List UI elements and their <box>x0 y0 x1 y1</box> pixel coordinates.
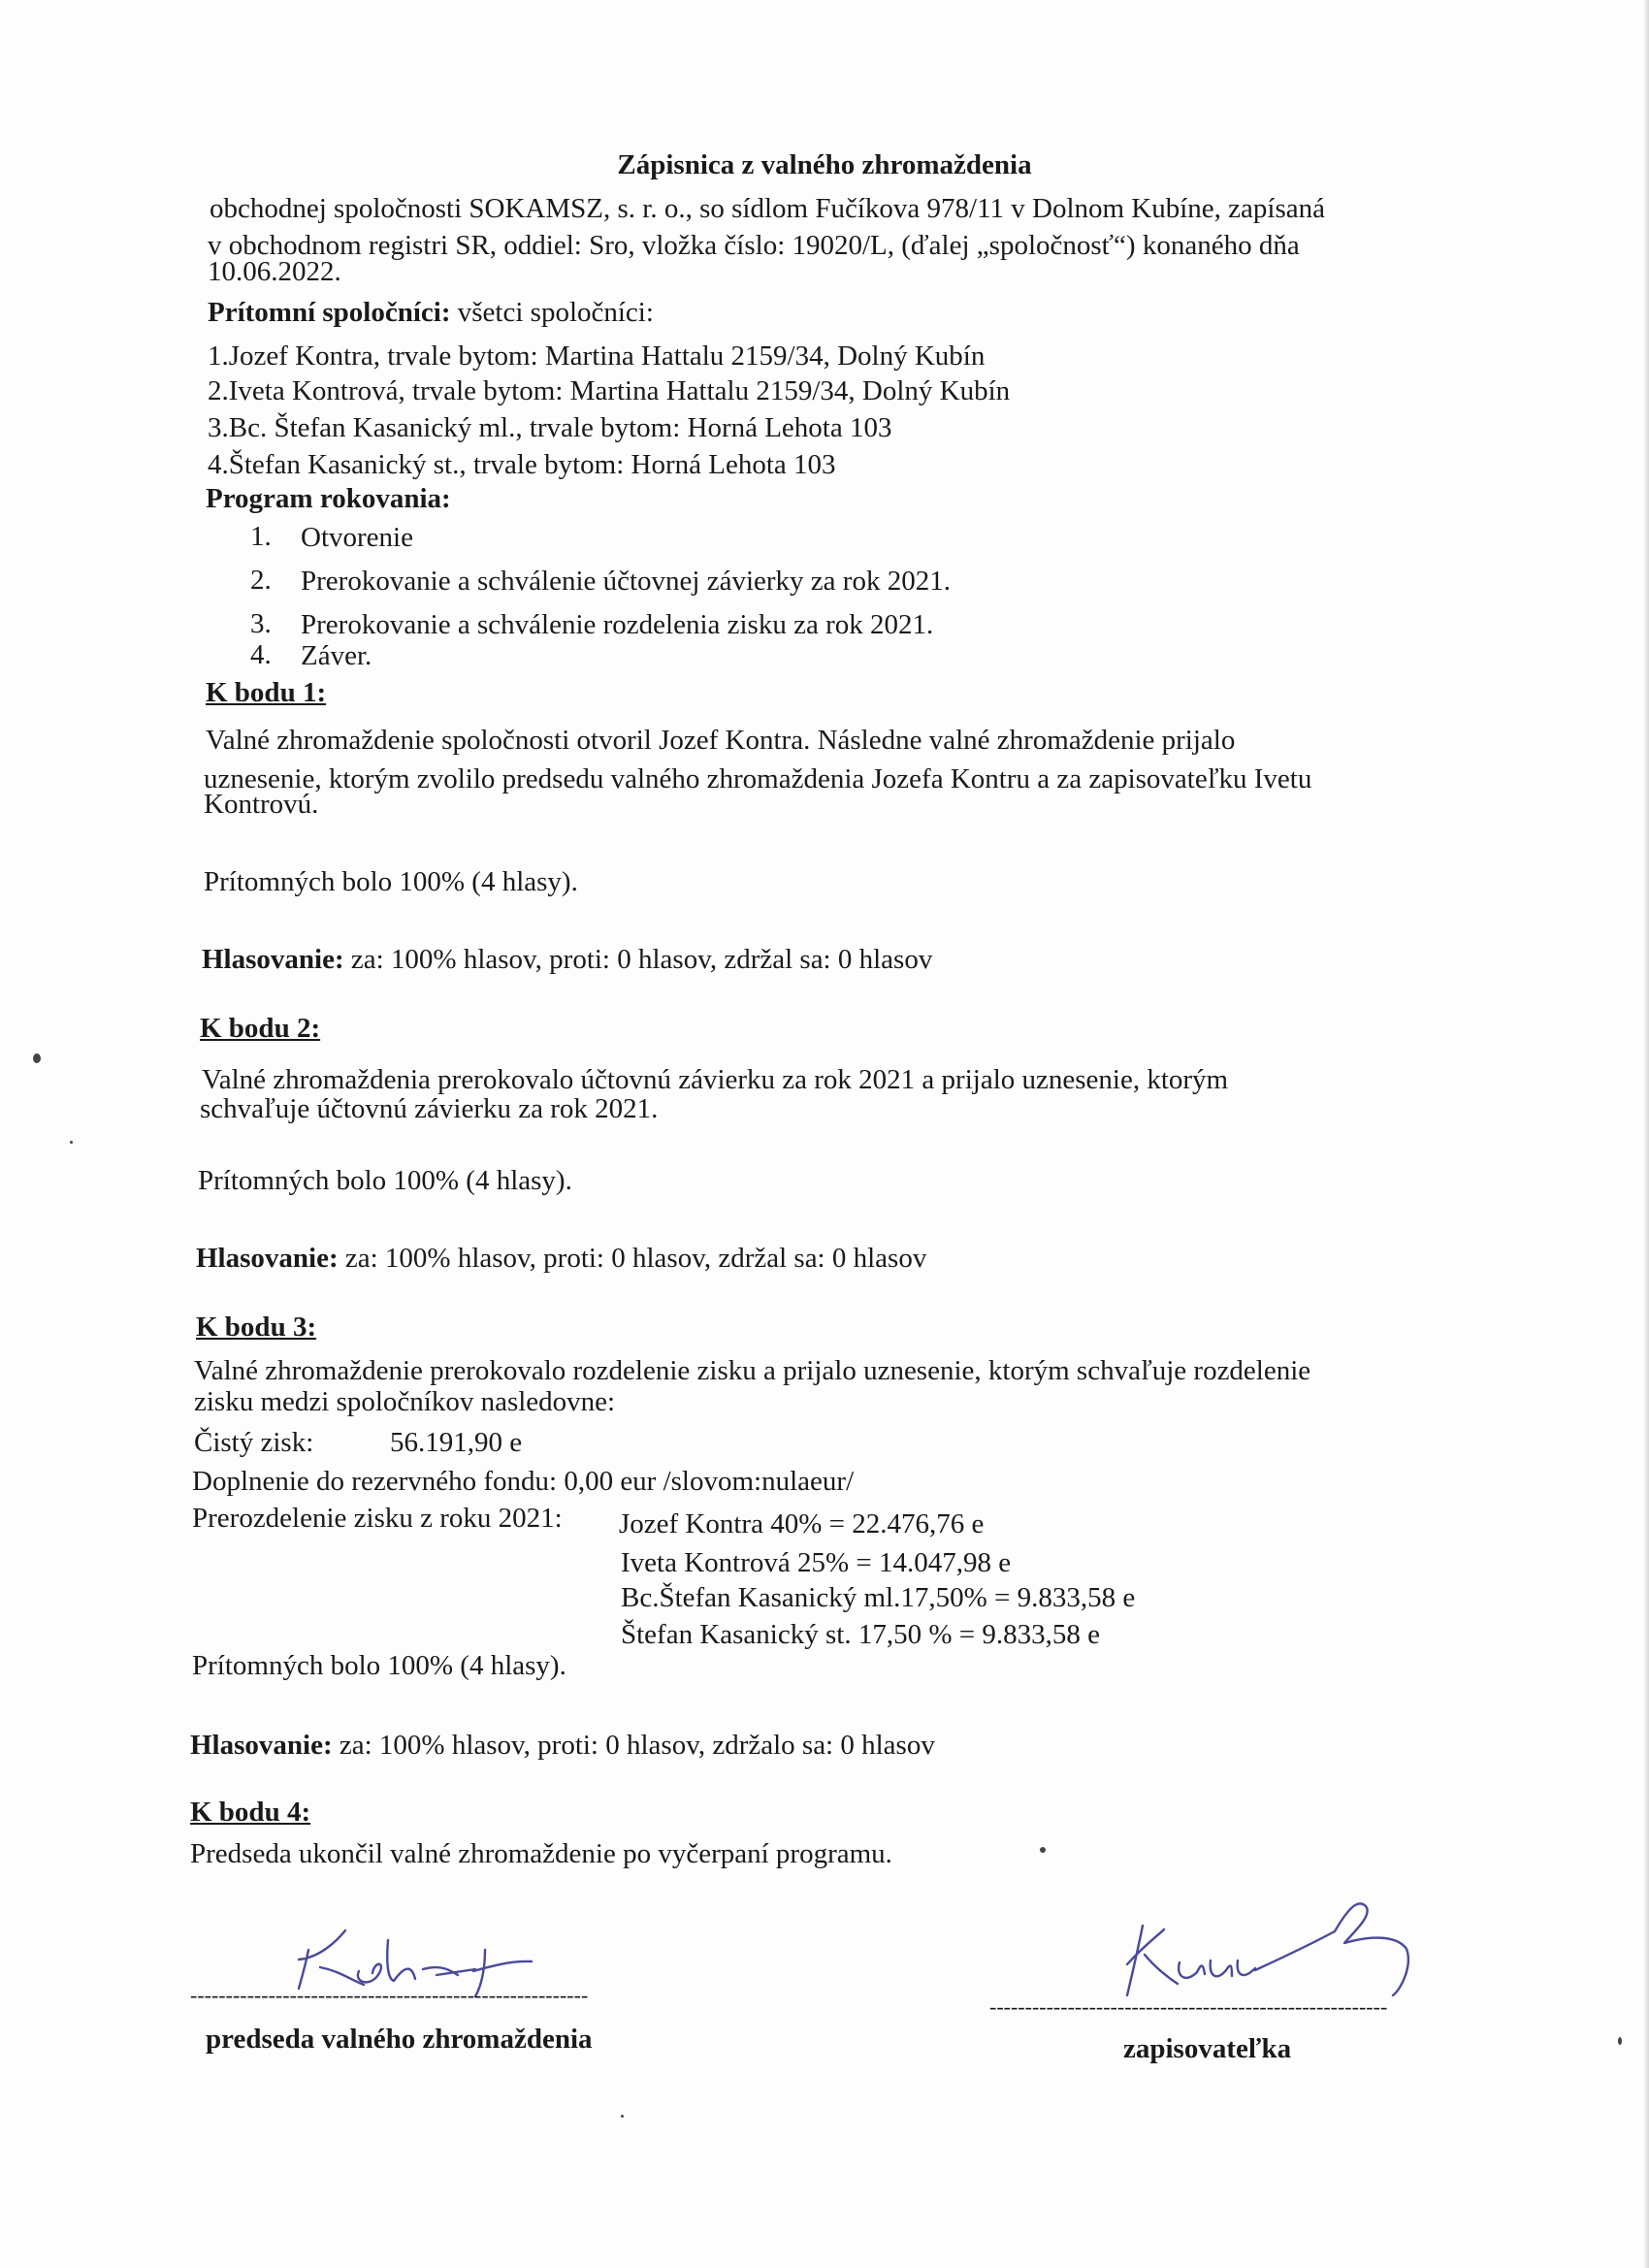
vote-text: za: 100% hlasov, proti: 0 hlasov, zdržal sa: 0 hlasov <box>338 1243 927 1274</box>
scan-speck <box>1618 2037 1622 2045</box>
net-profit-label: Čistý zisk: <box>194 1427 314 1458</box>
member-line: 1.Jozef Kontra, trvale bytom: Martina Hattalu 2159/34, Dolný Kubín <box>208 340 986 372</box>
recorder-signature-line: -------------------------------------------------------- <box>989 1994 1388 2019</box>
present-value: všetci spoločníci: <box>450 297 654 328</box>
intro-line: v obchodnom registri SR, oddiel: Sro, vložka číslo: 19020/L, (ďalej „spoločnosť“) konaného dňa <box>208 230 1300 261</box>
point3-line: zisku medzi spoločníkov nasledovne: <box>194 1386 616 1417</box>
present-label: Prítomní spoločníci: <box>208 297 451 328</box>
point3-present: Prítomných bolo 100% (4 hlasy). <box>192 1650 566 1681</box>
scan-speck <box>33 1053 41 1063</box>
scan-speck <box>1040 1847 1046 1853</box>
point2-line: Valné zhromaždenia prerokovalo účtovnú závierku za rok 2021 a prijalo uznesenie, ktorým <box>202 1064 1229 1095</box>
distribution-row: Štefan Kasanický st. 17,50 % = 9.833,58 e <box>621 1619 1100 1650</box>
program-item-number: 4. <box>250 639 272 670</box>
intro-line: obchodnej spoločnosti SOKAMSZ, s. r. o., so sídlom Fučíkova 978/11 v Dolnom Kubíne, zapísaná <box>210 193 1326 224</box>
program-item: Prerokovanie a schválenie účtovnej závierky za rok 2021. <box>301 566 951 597</box>
point1-line: Valné zhromaždenie spoločnosti otvoril Jozef Kontra. Následne valné zhromaždenie prijalo <box>206 725 1236 756</box>
point1-vote <box>202 943 932 976</box>
point4-line: Predseda ukončil valné zhromaždenie po vyčerpaní programu. <box>190 1838 892 1869</box>
net-profit-value: 56.191,90 e <box>390 1427 523 1458</box>
point2-present: Prítomných bolo 100% (4 hlasy). <box>198 1165 572 1196</box>
program-label: Program rokovania: <box>206 483 451 514</box>
chairman-label: predseda valného zhromaždenia <box>206 2024 593 2055</box>
member-line: 2.Iveta Kontrová, trvale bytom: Martina Hattalu 2159/34, Dolný Kubín <box>208 375 1011 406</box>
program-item: Záver. <box>301 640 372 671</box>
scan-speck <box>70 1141 73 1144</box>
chairman-signature-line: -------------------------------------------------------- <box>190 1983 589 2007</box>
distribution-label: Prerozdelenie zisku z roku 2021: <box>192 1503 563 1534</box>
distribution-row: Jozef Kontra 40% = 22.476,76 e <box>619 1508 985 1539</box>
vote-label: Hlasovanie: <box>190 1730 333 1761</box>
program-item-number: 1. <box>250 521 272 552</box>
scan-speck <box>621 2115 624 2118</box>
vote-text: za: 100% hlasov, proti: 0 hlasov, zdržalo sa: 0 hlasov <box>332 1730 935 1761</box>
program-item-number: 2. <box>250 565 272 596</box>
point4-heading: K bodu 4: <box>190 1797 311 1828</box>
point1-present: Prítomných bolo 100% (4 hlasy). <box>204 866 578 897</box>
member-line: 4.Štefan Kasanický st., trvale bytom: Horná Lehota 103 <box>208 449 836 480</box>
recorder-label: zapisovateľka <box>1123 2033 1292 2064</box>
point2-vote <box>196 1242 926 1275</box>
vote-text: za: 100% hlasov, proti: 0 hlasov, zdržal sa: 0 hlasov <box>343 944 933 975</box>
vote-label: Hlasovanie: <box>196 1243 339 1274</box>
program-item-number: 3. <box>250 608 272 639</box>
present-members-line <box>208 296 654 329</box>
point2-line: schvaľuje účtovnú závierku za rok 2021. <box>200 1093 659 1124</box>
reserve-fund-line: Doplnenie do rezervného fondu: 0,00 eur /slovom:nulaeur/ <box>192 1466 855 1497</box>
vote-label: Hlasovanie: <box>202 944 344 975</box>
point1-heading: K bodu 1: <box>206 677 327 708</box>
distribution-row: Iveta Kontrová 25% = 14.047,98 e <box>621 1547 1012 1578</box>
distribution-row: Bc.Štefan Kasanický ml.17,50% = 9.833,58 e <box>621 1582 1136 1613</box>
point2-heading: K bodu 2: <box>200 1013 321 1044</box>
point1-line: uznesenie, ktorým zvolilo predsedu valného zhromaždenia Jozefa Kontru a za zapisovateľku Ivetu <box>204 763 1312 794</box>
point3-heading: K bodu 3: <box>196 1312 317 1343</box>
recorder-signature <box>1116 1887 1436 2003</box>
document-title: Zápisnica z valného zhromaždenia <box>617 149 1032 180</box>
point1-line: Kontrovú. <box>204 789 319 820</box>
point3-line: Valné zhromaždenie prerokovalo rozdelenie zisku a prijalo uznesenie, ktorým schvaľuje rozdelenie <box>194 1355 1311 1386</box>
point3-vote <box>190 1729 935 1762</box>
intro-line: 10.06.2022. <box>208 256 341 287</box>
program-item: Otvorenie <box>301 522 413 553</box>
page-edge <box>1643 0 1649 2268</box>
program-item: Prerokovanie a schválenie rozdelenia zisku za rok 2021. <box>301 609 934 640</box>
member-line: 3.Bc. Štefan Kasanický ml., trvale bytom: Horná Lehota 103 <box>208 412 892 443</box>
